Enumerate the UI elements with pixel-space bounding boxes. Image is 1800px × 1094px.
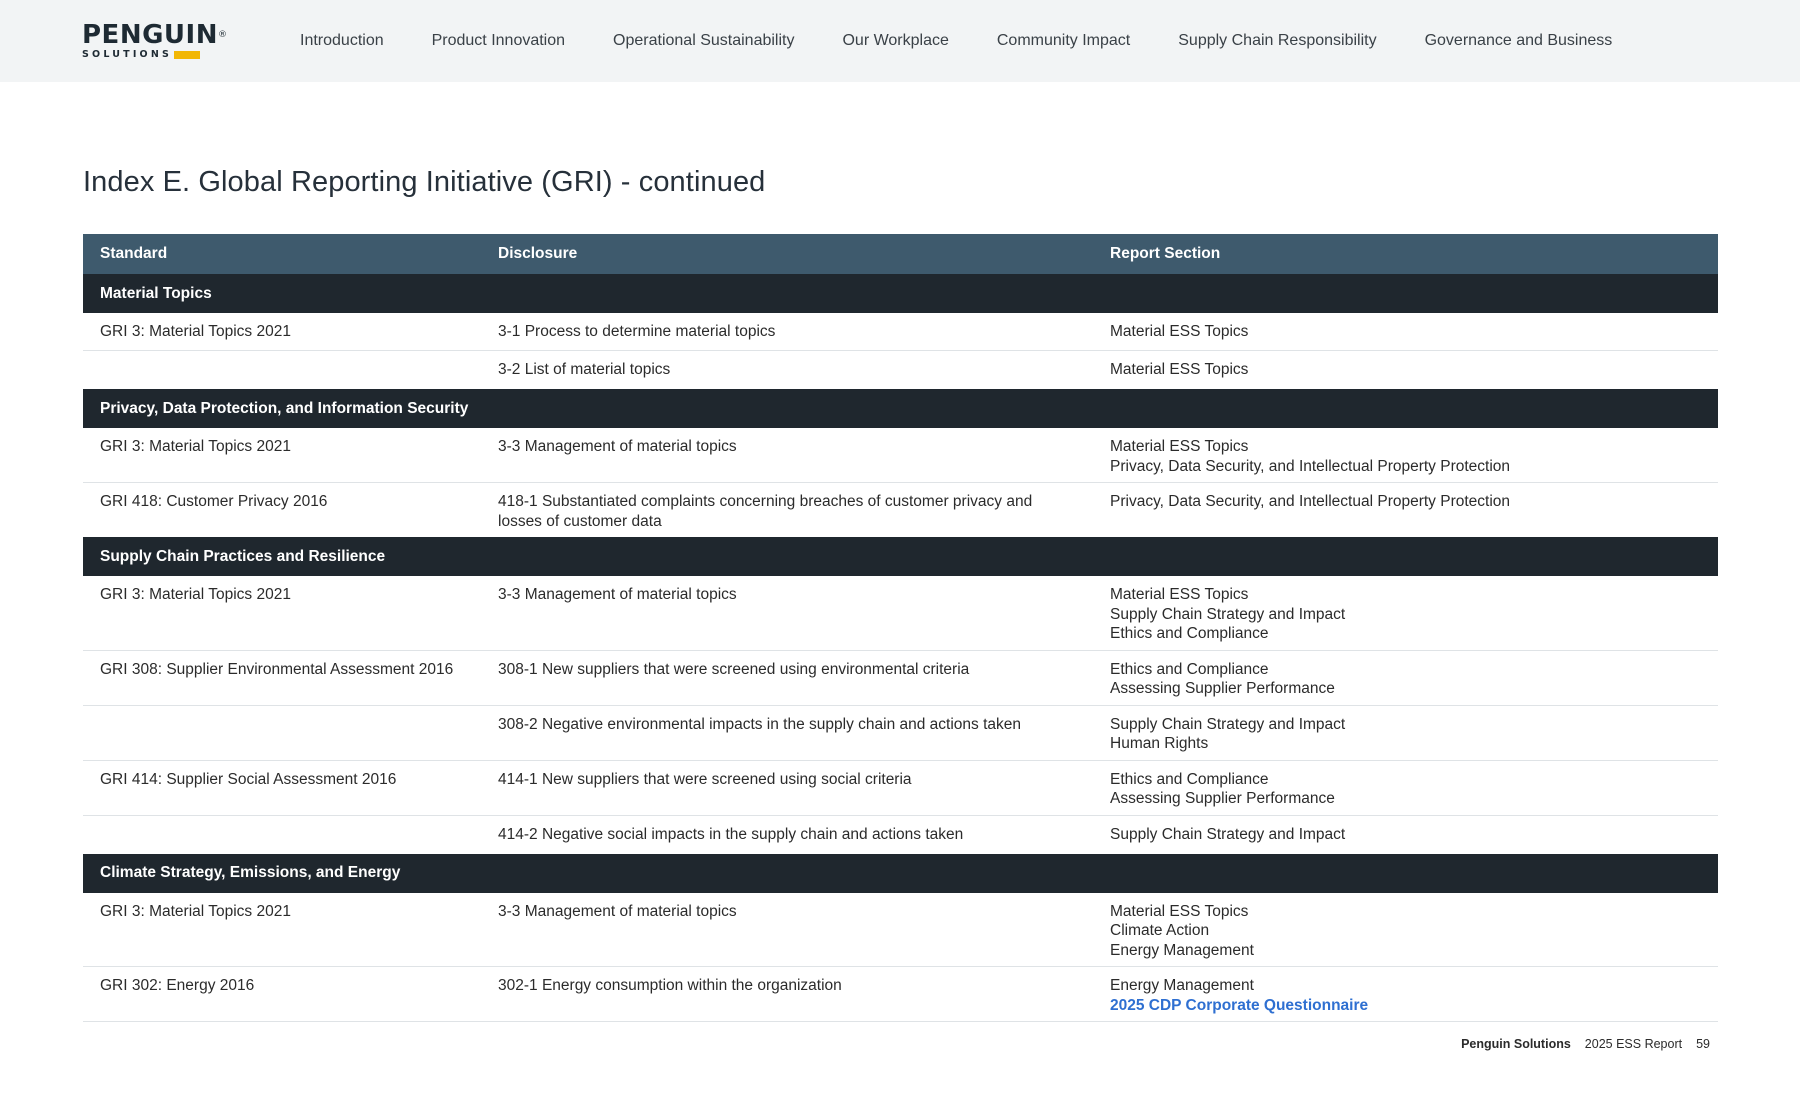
cell-standard: GRI 302: Energy 2016 (100, 977, 255, 994)
table-row (83, 651, 1718, 706)
page-footer (1461, 1037, 1710, 1051)
cell-disclosure: 3-2 List of material topics (498, 361, 671, 378)
nav-community-impact[interactable]: Community Impact (996, 32, 1131, 49)
table-row (83, 706, 1718, 761)
report-section-item: Material ESS Topics (1110, 361, 1249, 378)
cell-report-section (1093, 706, 1718, 760)
cell-report-section (1093, 651, 1718, 705)
report-section-item: Material ESS Topics (1110, 438, 1249, 455)
gri-index-table (83, 234, 1718, 1022)
report-section-item: Material ESS Topics (1110, 902, 1249, 920)
top-navigation-bar (0, 0, 1800, 82)
report-section-item: Supply Chain Strategy and Impact (1110, 715, 1346, 733)
report-section-item: Privacy, Data Security, and Intellectual Property Protection (1110, 457, 1511, 475)
cell-report-section (1093, 428, 1718, 482)
cell-disclosure: 414-2 Negative social impacts in the supply chain and actions taken (498, 825, 964, 843)
page-title: Index E. Global Reporting Initiative (GRI) - continued (83, 166, 766, 198)
nav-product-innovation[interactable]: Product Innovation (431, 32, 566, 49)
table-row (83, 351, 1718, 389)
cell-disclosure: 3-3 Management of material topics (498, 902, 737, 920)
nav-our-workplace[interactable]: Our Workplace (842, 32, 949, 49)
penguin-solutions-logo[interactable] (82, 20, 228, 62)
cell-standard (83, 706, 481, 760)
cell-disclosure: 302-1 Energy consumption within the organization (498, 977, 842, 994)
cell-standard: GRI 3: Material Topics 2021 (100, 902, 291, 920)
cell-report-section (1093, 351, 1718, 389)
report-section-item: Ethics and Compliance (1110, 660, 1269, 678)
logo-registered-mark: ® (217, 30, 228, 40)
cell-standard: GRI 414: Supplier Social Assessment 2016 (100, 770, 397, 788)
table-row (83, 428, 1718, 483)
table-row (83, 967, 1718, 1022)
nav-supply-chain-responsibility[interactable]: Supply Chain Responsibility (1178, 32, 1377, 49)
nav-introduction[interactable]: Introduction (300, 32, 384, 49)
nav-governance-and-business[interactable]: Governance and Business (1424, 32, 1613, 49)
cell-standard (83, 351, 481, 389)
table-row (83, 761, 1718, 816)
header-disclosure: Disclosure (498, 245, 578, 262)
table-body (83, 274, 1718, 1022)
cell-report-section (1093, 313, 1718, 350)
header-standard: Standard (100, 245, 168, 262)
section-header: Privacy, Data Protection, and Information Security (83, 389, 1718, 428)
cell-disclosure: 3-3 Management of material topics (498, 586, 737, 603)
cell-disclosure: 308-1 New suppliers that were screened using environmental criteria (498, 660, 970, 678)
cell-standard: GRI 3: Material Topics 2021 (100, 323, 291, 340)
cell-report-section (1093, 967, 1718, 1021)
cell-standard: GRI 418: Customer Privacy 2016 (100, 493, 328, 510)
cell-report-section (1093, 576, 1718, 650)
section-header: Climate Strategy, Emissions, and Energy (83, 854, 1718, 893)
cell-standard: GRI 3: Material Topics 2021 (100, 438, 291, 455)
cell-report-section (1093, 483, 1718, 537)
cell-disclosure: 3-1 Process to determine material topics (498, 323, 776, 340)
report-section-item: Assessing Supplier Performance (1110, 680, 1335, 697)
cell-standard: GRI 3: Material Topics 2021 (100, 586, 291, 603)
logo-sub-text: SOLUTIONS (82, 49, 173, 60)
report-section-item: Supply Chain Strategy and Impact (1110, 605, 1346, 623)
report-section-item: Energy Management (1110, 941, 1254, 959)
report-section-item: Ethics and Compliance (1110, 625, 1269, 642)
report-section-item: Privacy, Data Security, and Intellectual Property Protection (1110, 493, 1511, 510)
cell-standard: GRI 308: Supplier Environmental Assessment 2016 (100, 660, 454, 678)
footer-report: 2025 ESS Report (1584, 1037, 1683, 1051)
report-section-item: Material ESS Topics (1110, 323, 1249, 340)
cell-disclosure: 308-2 Negative environmental impacts in the supply chain and actions taken (498, 715, 1022, 733)
cell-report-section (1093, 816, 1718, 854)
logo-accent-bar (174, 51, 200, 59)
report-section-item: Material ESS Topics (1110, 586, 1249, 603)
cell-report-section (1093, 761, 1718, 815)
table-row (83, 816, 1718, 854)
table-row (83, 313, 1718, 351)
cdp-questionnaire-link[interactable]: 2025 CDP Corporate Questionnaire (1110, 996, 1369, 1014)
cell-disclosure: 418-1 Substantiated complaints concerning breaches of customer privacy and losses of customer data (498, 493, 1033, 530)
main-nav (300, 0, 1612, 82)
report-section-item: Ethics and Compliance (1110, 770, 1269, 788)
report-section-item: Supply Chain Strategy and Impact (1110, 825, 1346, 843)
cell-standard (83, 816, 481, 854)
header-report-section: Report Section (1110, 245, 1221, 262)
page-number: 59 (1696, 1037, 1710, 1051)
section-header: Supply Chain Practices and Resilience (83, 537, 1718, 576)
cell-disclosure: 3-3 Management of material topics (498, 438, 737, 455)
table-row (83, 576, 1718, 651)
cell-report-section (1093, 893, 1718, 967)
footer-brand: Penguin Solutions (1461, 1037, 1571, 1051)
table-row (83, 893, 1718, 968)
nav-operational-sustainability[interactable]: Operational Sustainability (613, 32, 795, 49)
report-section-item: Human Rights (1110, 735, 1209, 752)
table-header (83, 234, 1718, 274)
table-row (83, 483, 1718, 537)
section-header: Material Topics (83, 274, 1718, 313)
report-section-item: Energy Management (1110, 977, 1254, 994)
report-section-item: Climate Action (1110, 922, 1210, 939)
report-section-item: Assessing Supplier Performance (1110, 790, 1335, 807)
cell-disclosure: 414-1 New suppliers that were screened using social criteria (498, 770, 912, 788)
logo-main-text: PENGUIN (82, 20, 218, 50)
